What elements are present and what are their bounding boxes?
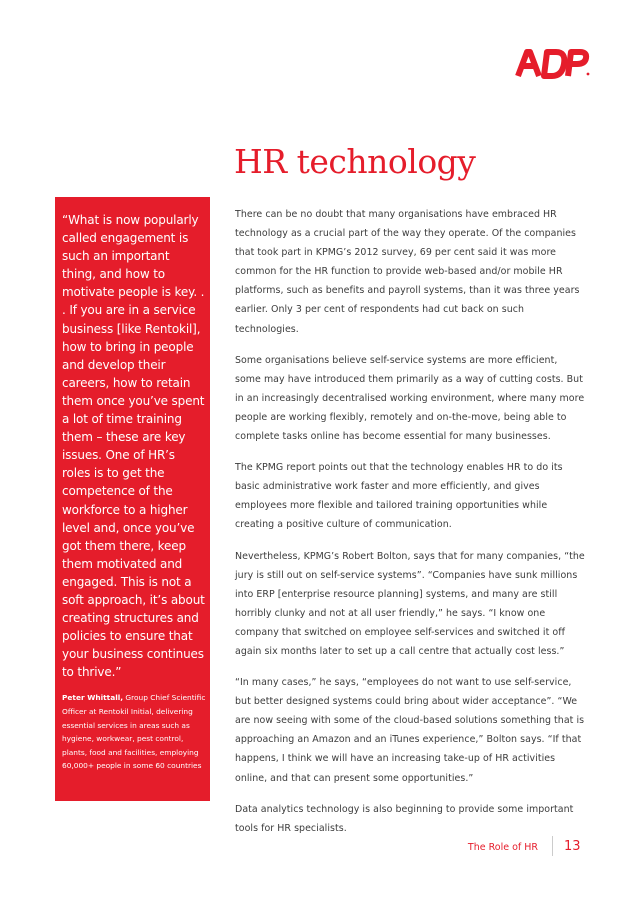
pull-quote-text: “What is now popularly called engagement is such an important thing, and how to motivate people is key. . . If you are in a service business [like Rentokil], how to bring in people and develop their careers, how to retain them once you’ve spent a lot of time training them – these are key issues. One of HR’s roles is to get the competence of the workforce to a higher level and, once you’ve got them there, keep them motivated and engaged. This is not a soft approach, it’s about creating structures and policies to ensure that your business continues to thrive.”	[62, 213, 205, 680]
footer-section-label: The Role of HR	[467, 842, 538, 853]
article-paragraph: “In many cases,” he says, “employees do not want to use self-service, but better designed systems could bring about wider acceptance”. “We are now seeing with some of the cloud-based solutions something that is approaching an Amazon and an iTunes experience,” Bolton says. “If that happens, I think we will have an increasing take-up of HR activities online, and that can present some opportunities.”	[235, 677, 585, 784]
pull-quote-box	[55, 197, 210, 801]
footer-divider	[552, 836, 553, 856]
article-body	[235, 205, 585, 850]
article-paragraph: The KPMG report points out that the technology enables HR to do its basic administrative work faster and more efficiently, and gives employees more flexible and tailored training opportunities while creating a positive culture of communication.	[235, 462, 563, 531]
quote-author: Peter Whittall,	[62, 693, 124, 703]
adp-logo	[514, 44, 590, 80]
quote-author-description: Group Chief Scientific Officer at Rentokil Initial, delivering essential services in areas such as hygiene, workwear, pest control, plants, food and facilities, employing 60,000+ people in some 60 countries	[62, 693, 206, 771]
article-paragraph: Data analytics technology is also beginning to provide some important tools for HR specialists.	[235, 803, 574, 834]
section-title: HR technology	[234, 142, 476, 181]
article-paragraph: Some organisations believe self-service systems are more efficient, some may have introduced them primarily as a way of cutting costs. But in an increasingly decentralised working environment, where many more people are working flexibly, remotely and on-the-move, being able to complete tasks online has become essential for many businesses.	[235, 354, 585, 443]
quote-attribution	[62, 691, 206, 773]
article-paragraph: There can be no doubt that many organisations have embraced HR technology as a crucial part of the way they operate. Of the companies that took part in KPMG’s 2012 survey, 69 per cent said it was more common for the HR function to provide web-based and/or mobile HR platforms, such as benefits and payroll systems, than it was three years earlier. Only 3 per cent of respondents had cut back on such technologies.	[235, 209, 580, 335]
article-paragraph: Nevertheless, KPMG’s Robert Bolton, says that for many companies, “the jury is still out on self-service systems”. “Companies have sunk millions into ERP [enterprise resource planning] systems, and many are still horribly clunky and not at all user friendly,” he says. “I know one company that switched on employee self-services and switched it off again six months later to set up a call centre that actually cost less.”	[235, 550, 585, 657]
page-number: 13	[564, 839, 581, 854]
